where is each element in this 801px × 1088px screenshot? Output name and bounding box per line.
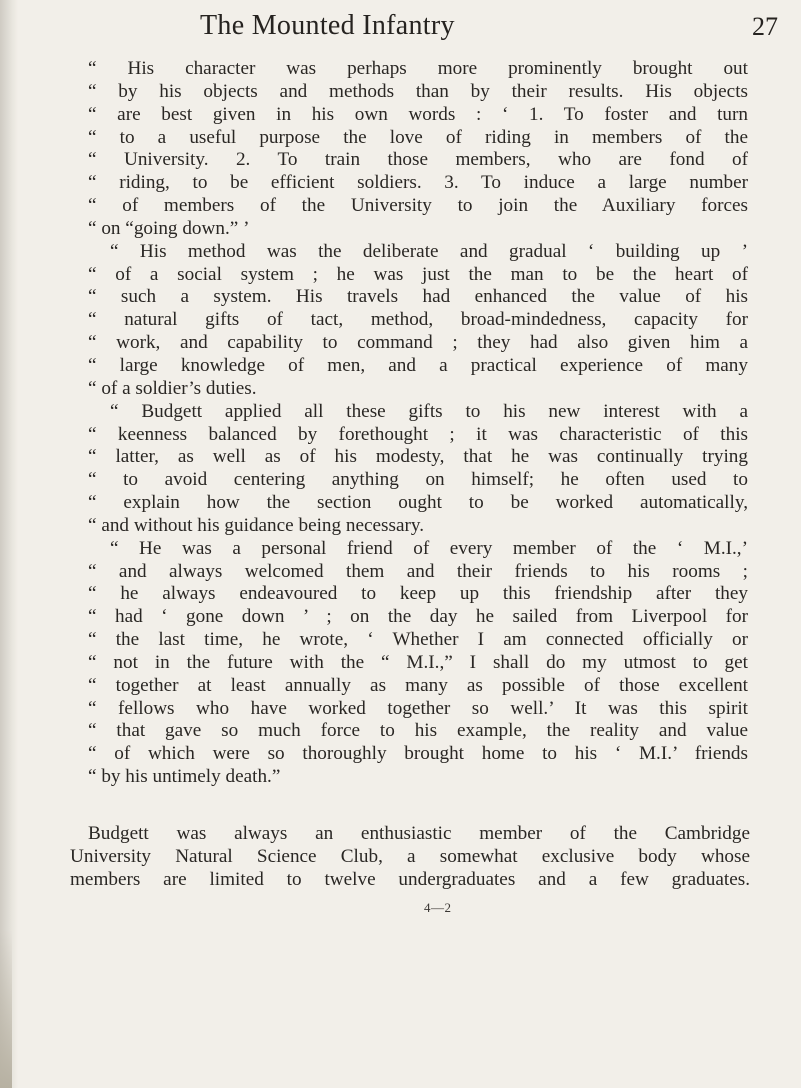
text-line: “ of a soldier’s duties. xyxy=(88,377,257,399)
text-line: “ to avoid centering anything on himself; he often used to xyxy=(88,469,748,491)
text-line: “ large knowledge of men, and a practical experience of many xyxy=(88,354,748,376)
text-line: “ such a system. His travels had enhanced the value of his xyxy=(88,286,748,308)
text-line: “ together at least annually as many as possible of those excellent xyxy=(88,674,748,696)
text-line: “ are best given in his own words : ‘ 1. To foster and turn xyxy=(88,103,748,125)
text-line: “ to a useful purpose the love of riding in members of the xyxy=(88,126,748,148)
text-line: “ and always welcomed them and their friends to his rooms ; xyxy=(88,560,748,582)
page-gutter-shadow xyxy=(0,0,18,1088)
page-corner-stain xyxy=(0,930,12,1088)
text-line: “ not in the future with the “ M.I.,” I shall do my utmost to get xyxy=(88,651,748,673)
text-line: “ on “going down.” ’ xyxy=(88,217,250,239)
text-line: “ His method was the deliberate and gradual ‘ building up ’ xyxy=(110,240,748,262)
closing-paragraph xyxy=(70,823,750,892)
signature-mark: 4—2 xyxy=(424,900,452,915)
text-line: “ and without his guidance being necessary. xyxy=(88,514,425,536)
page-header xyxy=(0,10,801,46)
text-line: “ of members of the University to join the Auxiliary forces xyxy=(88,195,748,217)
text-line: “ His character was perhaps more prominently brought out xyxy=(88,58,748,79)
text-line: “ fellows who have worked together so well.’ It was this spirit xyxy=(88,697,748,719)
page-number: 27 xyxy=(752,12,778,41)
text-line: University Natural Science Club, a somewhat exclusive body whose xyxy=(70,845,750,867)
text-line: “ he always endeavoured to keep up this friendship after they xyxy=(88,583,748,605)
text-line: “ riding, to be efficient soldiers. 3. To induce a large number xyxy=(88,172,748,194)
text-line: “ Budgett applied all these gifts to his new interest with a xyxy=(110,400,748,422)
text-line: “ natural gifts of tact, method, broad-mindedness, capacity for xyxy=(88,309,748,331)
text-line: “ had ‘ gone down ’ ; on the day he sailed from Liverpool for xyxy=(88,606,748,628)
text-line: “ explain how the section ought to be worked automatically, xyxy=(88,492,748,514)
text-line: members are limited to twelve undergraduates and a few graduates. xyxy=(70,868,750,890)
running-title: The Mounted Infantry xyxy=(200,10,455,41)
quoted-passage xyxy=(88,58,748,789)
text-line: “ latter, as well as of his modesty, that he was continually trying xyxy=(88,446,748,468)
text-line: “ University. 2. To train those members, who are fond of xyxy=(88,149,748,171)
text-line: “ of a social system ; he was just the man to be the heart of xyxy=(88,263,748,285)
text-line: “ keenness balanced by forethought ; it was characteristic of this xyxy=(88,423,748,445)
text-line: “ that gave so much force to his example, the reality and value xyxy=(88,720,748,742)
text-line: “ by his untimely death.” xyxy=(88,766,281,788)
text-line: “ by his objects and methods than by their results. His objects xyxy=(88,80,748,102)
text-line: “ work, and capability to command ; they had also given him a xyxy=(88,332,748,354)
text-line: “ He was a personal friend of every member of the ‘ M.I.,’ xyxy=(110,537,748,559)
text-line: “ the last time, he wrote, ‘ Whether I am connected officially or xyxy=(88,629,748,651)
text-line: “ of which were so thoroughly brought home to his ‘ M.I.’ friends xyxy=(88,743,748,765)
text-line: Budgett was always an enthusiastic member of the Cambridge xyxy=(88,823,750,844)
